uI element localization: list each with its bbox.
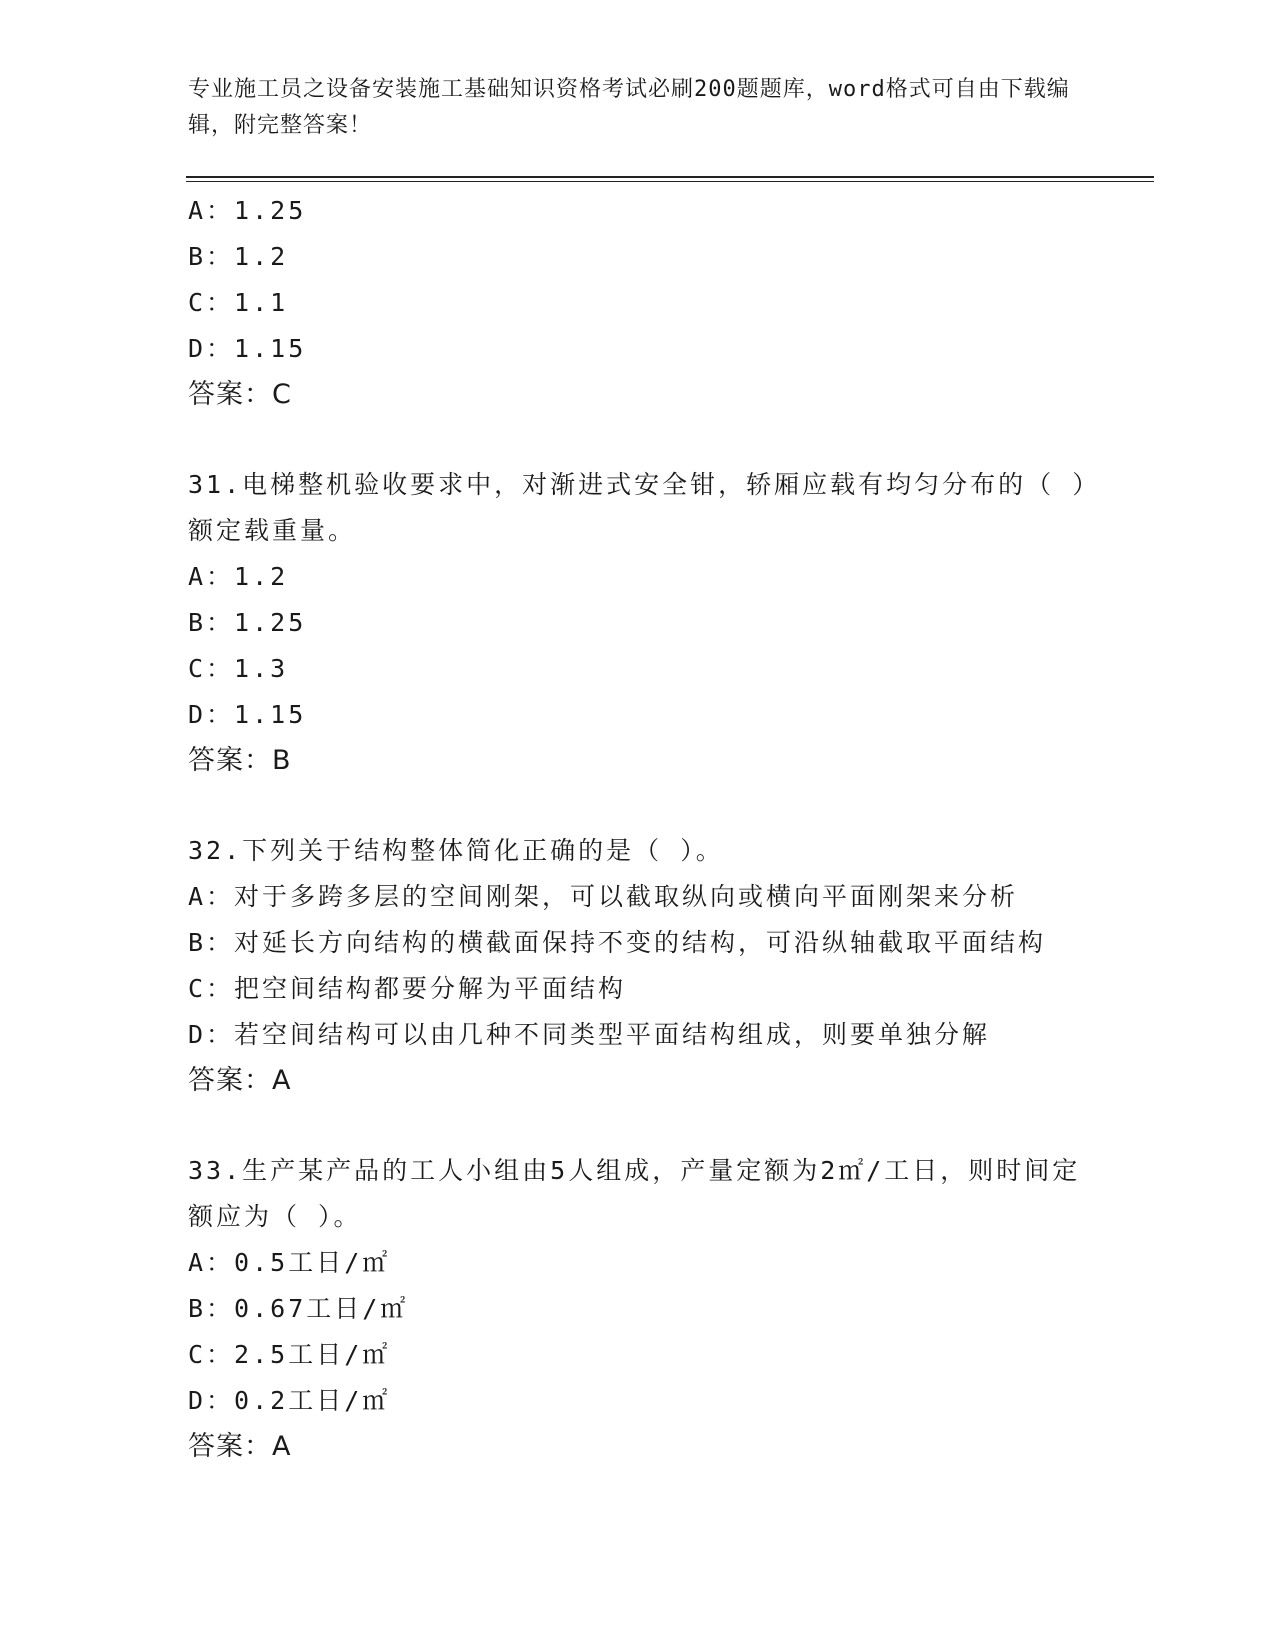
- option-c: C：把空间结构都要分解为平面结构: [188, 974, 627, 1003]
- question-block-31: [188, 462, 1088, 784]
- option-b: B：对延长方向结构的横截面保持不变的结构，可沿纵轴截取平面结构: [188, 928, 1047, 957]
- option-d: D：0.2工日/㎡: [188, 1386, 391, 1415]
- option-c: C：1.1: [188, 288, 289, 317]
- option-a: A：对于多跨多层的空间刚架，可以截取纵向或横向平面刚架来分析: [188, 882, 1019, 911]
- question-stem: 32.下列关于结构整体简化正确的是（ ）。: [188, 836, 724, 865]
- document-header: 专业施工员之设备安装施工基础知识资格考试必刷200题题库，word格式可自由下载编辑，附完整答案！: [188, 77, 1070, 138]
- answer-line: 答案：A: [188, 1065, 292, 1096]
- option-a: A：1.2: [188, 562, 289, 591]
- question-block-30: [188, 188, 1088, 418]
- header-divider-thick: [186, 176, 1154, 178]
- question-stem: 31.电梯整机验收要求中，对渐进式安全钳，轿厢应载有均匀分布的（ ）额定载重量。: [188, 470, 1088, 545]
- spacer: [188, 1104, 1088, 1148]
- spacer: [188, 418, 1088, 462]
- option-d: D：1.15: [188, 700, 307, 729]
- question-list: [188, 188, 1088, 1470]
- option-a: A：1.25: [188, 196, 307, 225]
- option-b: B：0.67工日/㎡: [188, 1294, 409, 1323]
- answer-line: 答案：A: [188, 1431, 292, 1462]
- question-block-32: [188, 828, 1088, 1104]
- option-c: C：2.5工日/㎡: [188, 1340, 391, 1369]
- option-b: B：1.2: [188, 242, 289, 271]
- option-c: C：1.3: [188, 654, 289, 683]
- option-b: B：1.25: [188, 608, 307, 637]
- option-d: D：若空间结构可以由几种不同类型平面结构组成，则要单独分解: [188, 1020, 991, 1049]
- question-stem: 33.生产某产品的工人小组由5人组成，产量定额为2㎡/工日，则时间定额应为（ ）。: [188, 1156, 1081, 1231]
- question-block-33: [188, 1148, 1088, 1470]
- option-a: A：0.5工日/㎡: [188, 1248, 391, 1277]
- spacer: [188, 784, 1088, 828]
- answer-line: 答案：C: [188, 379, 292, 410]
- header-divider-thin: [186, 181, 1154, 182]
- answer-line: 答案：B: [188, 745, 292, 776]
- option-d: D：1.15: [188, 334, 307, 363]
